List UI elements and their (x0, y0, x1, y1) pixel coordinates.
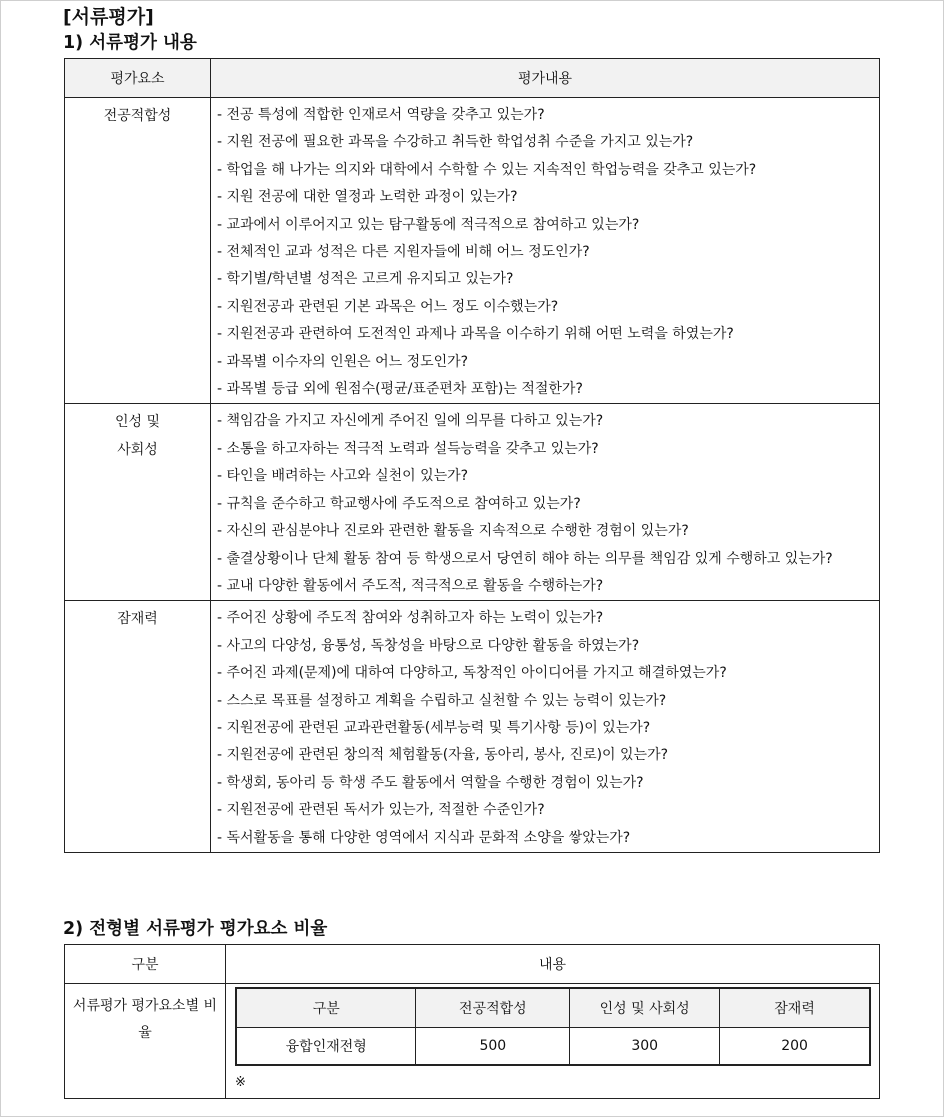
inner-header-cell: 인성 및 사회성 (570, 988, 720, 1028)
evaluation-item: - 스스로 목표를 설정하고 계획을 수립하고 실천할 수 있는 능력이 있는가? (217, 692, 667, 709)
evaluation-item: - 지원 전공에 대한 열정과 노력한 과정이 있는가? (217, 189, 518, 206)
evaluation-element-cell (65, 404, 211, 601)
document-title: [서류평가] (63, 6, 154, 28)
inner-header-row (236, 988, 870, 1028)
evaluation-content-cell (211, 98, 880, 404)
section1-title: 1) 서류평가 내용 (63, 33, 197, 53)
inner-data-cell: 융합인재전형 (236, 1028, 416, 1066)
evaluation-table-header-row (65, 59, 880, 98)
evaluation-row (65, 404, 880, 601)
evaluation-item: - 지원전공과 관련하여 도전적인 과제나 과목을 이수하기 위해 어떤 노력을 하였는가? (217, 326, 734, 343)
evaluation-item: - 지원전공에 관련된 창의적 체험활동(자율, 동아리, 봉사, 진로)이 있는가? (217, 747, 669, 764)
evaluation-item: - 규칙을 준수하고 학교행사에 주도적으로 참여하고 있는가? (217, 495, 581, 512)
ratio-row-label (65, 984, 226, 1099)
evaluation-item: - 지원 전공에 필요한 과목을 수강하고 취득한 학업성취 수준을 가지고 있는가? (217, 134, 694, 151)
inner-header-cell: 잠재력 (720, 988, 870, 1028)
evaluation-item: - 교과에서 이루어지고 있는 탐구활동에 적극적으로 참여하고 있는가? (217, 216, 640, 233)
evaluation-item: - 학생회, 동아리 등 학생 주도 활동에서 역할을 수행한 경험이 있는가? (217, 774, 644, 791)
evaluation-item: - 주어진 과제(문제)에 대하여 다양하고, 독창적인 아이디어를 가지고 해결하였는가? (217, 665, 727, 682)
evaluation-item: - 타인을 배려하는 사고와 실천이 있는가? (217, 468, 469, 485)
evaluation-element-label: 인성 및 (114, 414, 161, 431)
evaluation-element-cell (65, 98, 211, 404)
ratio-table-header-row (65, 945, 880, 984)
evaluation-row (65, 98, 880, 404)
evaluation-item: - 교내 다양한 활동에서 주도적, 적극적으로 활동을 수행하는가? (217, 577, 604, 594)
evaluation-element-label: 잠재력 (117, 611, 158, 628)
evaluation-item: - 책임감을 가지고 자신에게 주어진 일에 의무를 다하고 있는가? (217, 413, 604, 430)
note-mark: ※ (235, 1075, 246, 1090)
header-content: 내용 (226, 945, 880, 984)
evaluation-item: - 소통을 하고자하는 적극적 노력과 설득능력을 갖추고 있는가? (217, 440, 599, 457)
evaluation-item: - 지원전공에 관련된 교과관련활동(세부능력 및 특기사항 등)이 있는가? (217, 719, 651, 736)
inner-data-row (236, 1028, 870, 1066)
evaluation-item: - 과목별 이수자의 인원은 어느 정도인가? (217, 353, 469, 370)
evaluation-item: - 독서활동을 통해 다양한 영역에서 지식과 문화적 소양을 쌓았는가? (217, 829, 631, 846)
evaluation-row (65, 601, 880, 853)
evaluation-element-cell (65, 601, 211, 853)
evaluation-item: - 전체적인 교과 성적은 다른 지원자들에 비해 어느 정도인가? (217, 244, 590, 261)
header-evaluation-element: 평가요소 (65, 59, 211, 98)
inner-header-cell: 구분 (236, 988, 416, 1028)
ratio-table-row (65, 984, 880, 1099)
ratio-table (64, 944, 880, 1099)
evaluation-item: - 학기별/학년별 성적은 고르게 유지되고 있는가? (217, 271, 514, 288)
evaluation-element-label: 전공적합성 (103, 108, 172, 124)
evaluation-item: - 사고의 다양성, 융통성, 독창성을 바탕으로 다양한 활동을 하였는가? (217, 637, 640, 654)
evaluation-content-cell (211, 601, 880, 853)
evaluation-element-label: 사회성 (117, 441, 158, 458)
evaluation-item: - 학업을 해 나가는 의지와 대학에서 수학할 수 있는 지속적인 학업능력을 갖추고 있는가? (217, 161, 757, 178)
inner-data-cell: 200 (720, 1028, 870, 1066)
evaluation-item: - 출결상황이나 단체 활동 참여 등 학생으로서 당연히 해야 하는 의무를 책임감 있게 수행하고 있는가? (217, 550, 833, 567)
inner-data-cell: 300 (570, 1028, 720, 1066)
evaluation-item: - 자신의 관심분야나 진로와 관련한 활동을 지속적으로 수행한 경험이 있는가? (217, 523, 689, 540)
ratio-content-cell (226, 984, 880, 1099)
header-category: 구분 (65, 945, 226, 984)
evaluation-item: - 지원전공에 관련된 독서가 있는가, 적절한 수준인가? (217, 802, 545, 819)
ratio-inner-table (235, 987, 871, 1066)
inner-data-cell: 500 (416, 1028, 570, 1066)
evaluation-item: - 전공 특성에 적합한 인재로서 역량을 갖추고 있는가? (217, 107, 545, 123)
evaluation-item: - 주어진 상황에 주도적 참여와 성취하고자 하는 노력이 있는가? (217, 610, 604, 627)
evaluation-content-cell (211, 404, 880, 601)
ratio-row-label-text: 서류평가 평가요소별 비율 (72, 998, 218, 1041)
evaluation-item: - 지원전공과 관련된 기본 과목은 어느 정도 이수했는가? (217, 298, 559, 315)
inner-header-cell: 전공적합성 (416, 988, 570, 1028)
evaluation-content-table (64, 58, 880, 853)
evaluation-item: - 과목별 등급 외에 원점수(평균/표준편차 포함)는 적절한가? (217, 381, 583, 398)
header-evaluation-content: 평가내용 (211, 59, 880, 98)
section2-title: 2) 전형별 서류평가 평가요소 비율 (63, 919, 328, 939)
